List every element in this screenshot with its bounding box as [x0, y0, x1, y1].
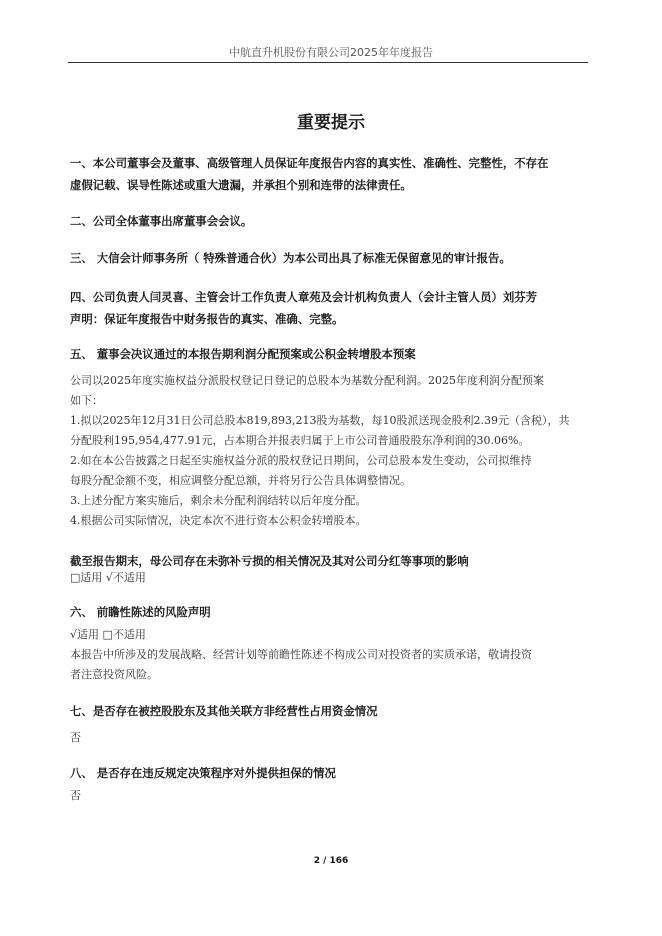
section-6-para-2: 者注意投资风险。: [70, 668, 158, 681]
section-5-para-2: 如下：: [70, 394, 103, 407]
section-1-line-2: 虚假记载、误导性陈述或重大遗漏，并承担个别和连带的法律责任。: [70, 178, 412, 192]
section-6-checkbox: √适用 □不适用: [70, 628, 146, 641]
section-4-line-1: 四、公司负责人闫灵喜、主管会计工作负责人章苑及会计机构负责人（会计主管人员）刘芬芳: [70, 290, 538, 304]
section-5-item-1b: 分配股利195,954,477.91元，占本期合并报表归属于上市公司普通股股东净利润的30.06%。: [70, 434, 530, 447]
section-5-item-4: 4.根据公司实际情况，决定本次不进行资本公积金转增股本。: [70, 514, 367, 527]
section-8-heading: 八、 是否存在违反规定决策程序对外提供担保的情况: [70, 766, 336, 780]
header-rule: [68, 62, 588, 63]
page-number: 2 / 166: [313, 856, 349, 866]
section-1-line-1: 一、本公司董事会及董事、高级管理人员保证年度报告内容的真实性、准确性、完整性，不存在: [70, 156, 549, 170]
section-5-item-1a: 1.拟以2025年12月31日公司总股本819,893,213股为基数，每10股派送现金股利2.39元（含税），共: [70, 414, 570, 427]
loss-checkbox: □适用 √不适用: [70, 571, 146, 584]
section-6-para-1: 本报告中所涉及的发展战略、经营计划等前瞻性陈述不构成公司对投资者的实质承诺，敬请投资: [70, 648, 532, 661]
section-6-heading: 六、 前瞻性陈述的风险声明: [70, 605, 211, 619]
section-7-answer: 否: [70, 731, 81, 744]
section-7-heading: 七、是否存在被控股股东及其他关联方非经营性占用资金情况: [70, 704, 378, 718]
section-8-answer: 否: [70, 789, 81, 802]
section-4-line-2: 声明：保证年度报告中财务报告的真实、准确、完整。: [70, 312, 344, 326]
section-5-item-2a: 2.如在本公告披露之日起至实施权益分派的股权登记日期间，公司总股本发生变动，公司拟维持: [70, 454, 532, 467]
section-3: 三、 大信会计师事务所（ 特殊普通合伙）为本公司出具了标准无保留意见的审计报告。: [70, 251, 511, 265]
loss-heading: 截至报告期末，母公司存在未弥补亏损的相关情况及其对公司分红等事项的影响: [70, 554, 469, 568]
section-5-item-3: 3.上述分配方案实施后，剩余未分配利润结转以后年度分配。: [70, 494, 367, 507]
section-2: 二、公司全体董事出席董事会会议。: [70, 214, 253, 228]
section-5-para-1: 公司以2025年度实施权益分派股权登记日登记的总股本为基数分配利润。2025年度利润分配预案: [70, 374, 544, 387]
section-5-heading: 五、 董事会决议通过的本报告期利润分配预案或公积金转增股本预案: [70, 347, 416, 361]
page-title: 重要提示: [297, 113, 365, 133]
report-header: 中航直升机股份有限公司2025年年度报告: [229, 46, 433, 59]
section-5-item-2b: 每股分配金额不变，相应调整分配总额，并将另行公告具体调整情况。: [70, 474, 411, 487]
